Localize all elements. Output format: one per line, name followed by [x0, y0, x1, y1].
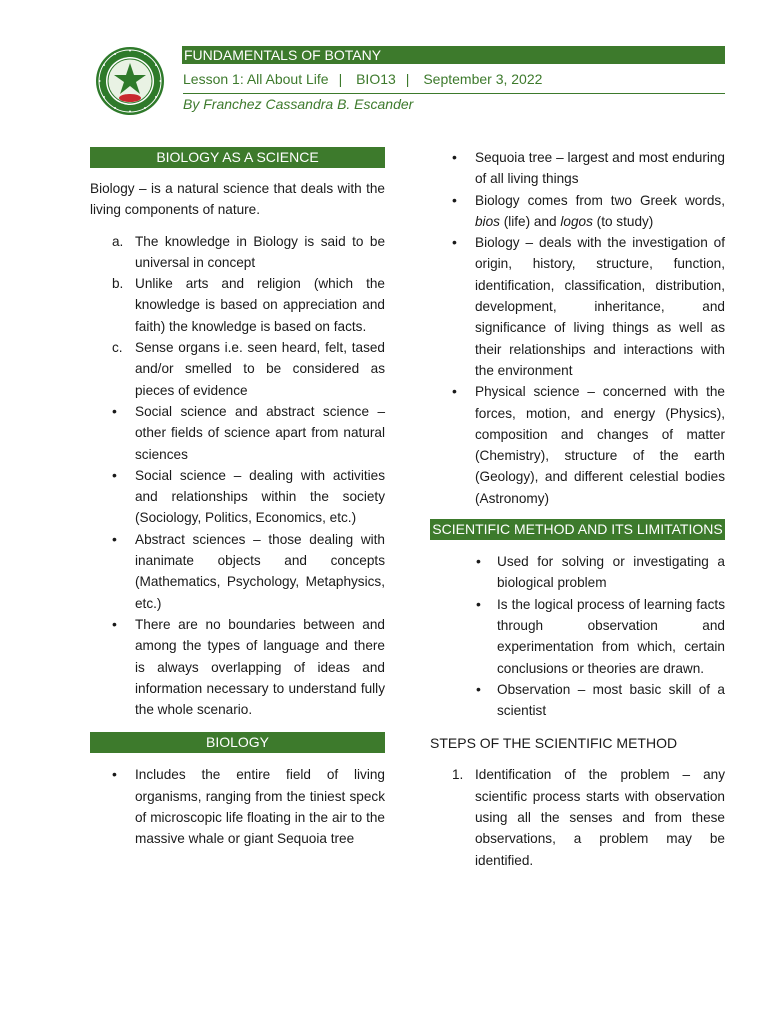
course-title: FUNDAMENTALS OF BOTANY	[182, 46, 725, 64]
section-heading-biology: BIOLOGY	[90, 732, 385, 753]
university-seal-icon	[95, 46, 165, 116]
greek-word-bios: bios	[475, 213, 500, 229]
list-item: • Abstract sciences – those dealing with inanimate objects and concepts (Mathematics, Psychology, Metaphysics, etc.)	[90, 529, 385, 614]
bullet-list	[430, 551, 725, 721]
biology-definition: Biology – is a natural science that deals with the living components of nature.	[90, 181, 385, 218]
list-item: • Physical science – concerned with the forces, motion, and energy (Physics), composition and changes of matter (Chemistry), structure of the earth (Geology), and different celestial bodies (Astronomy)	[430, 381, 725, 509]
bullet-list	[90, 764, 385, 849]
list-item: • Used for solving or investigating a biological problem	[430, 551, 725, 594]
list-item: • Social science – dealing with activities and relationships within the society (Sociology, Politics, Economics, etc.)	[90, 465, 385, 529]
list-item: c. Sense organs i.e. seen heard, felt, tased and/or smelled to be considered as pieces of evidence	[90, 337, 385, 401]
list-item: a. The knowledge in Biology is said to be universal in concept	[90, 231, 385, 274]
separator: |	[338, 71, 343, 87]
list-item: • Biology comes from two Greek words, bios (life) and logos (to study)	[430, 190, 725, 233]
list-marker: c.	[112, 340, 123, 356]
list-item: • Is the logical process of learning facts through observation and experimentation from which, certain conclusions or theories are drawn.	[430, 594, 725, 679]
list-item: • There are no boundaries between and among the types of language and there is always overlapping of ideas and information necessary to understand fully the whole scenario.	[90, 614, 385, 720]
list-marker: b.	[112, 276, 124, 292]
section-heading-biology-as-a-science: BIOLOGY AS A SCIENCE	[90, 147, 385, 168]
lettered-list	[90, 231, 385, 401]
list-item: b. Unlike arts and religion (which the knowledge is based on appreciation and faith) the knowledge is based on facts.	[90, 273, 385, 337]
separator: |	[405, 71, 410, 87]
list-item: • Observation – most basic skill of a scientist	[430, 679, 725, 722]
list-item: • Sequoia tree – largest and most enduring of all living things	[430, 147, 725, 190]
list-marker: 1.	[452, 767, 464, 783]
bullet-list	[90, 401, 385, 720]
author-line: By Franchez Cassandra B. Escander	[183, 96, 414, 112]
numbered-list	[430, 764, 725, 870]
list-item: • Includes the entire field of living organisms, ranging from the tiniest speck of microscopic life floating in the air to the massive whale or giant Sequoia tree	[90, 764, 385, 849]
greek-word-logos: logos	[560, 213, 593, 229]
list-marker: a.	[112, 233, 124, 249]
lesson-info	[183, 68, 725, 94]
bullet-list	[430, 147, 725, 509]
section-heading-scientific-method: SCIENTIFIC METHOD AND ITS LIMITATIONS	[430, 519, 725, 540]
list-item: • Biology – deals with the investigation of origin, history, structure, function, identification, classification, distribution, development, inheritance, and significance of living things as well as their relationships and interactions with the environment	[430, 232, 725, 381]
course-code: BIO13	[356, 71, 396, 87]
right-column	[430, 147, 725, 871]
lesson-date: September 3, 2022	[423, 71, 543, 87]
lesson-title: Lesson 1: All About Life	[183, 71, 329, 87]
list-item: 1. Identification of the problem – any scientific process starts with observation using all the senses and from these observations, a problem may be identified.	[430, 764, 725, 870]
list-item: • Social science and abstract science – other fields of science apart from natural sciences	[90, 401, 385, 465]
steps-heading: STEPS OF THE SCIENTIFIC METHOD	[430, 735, 678, 752]
left-column	[90, 147, 385, 850]
